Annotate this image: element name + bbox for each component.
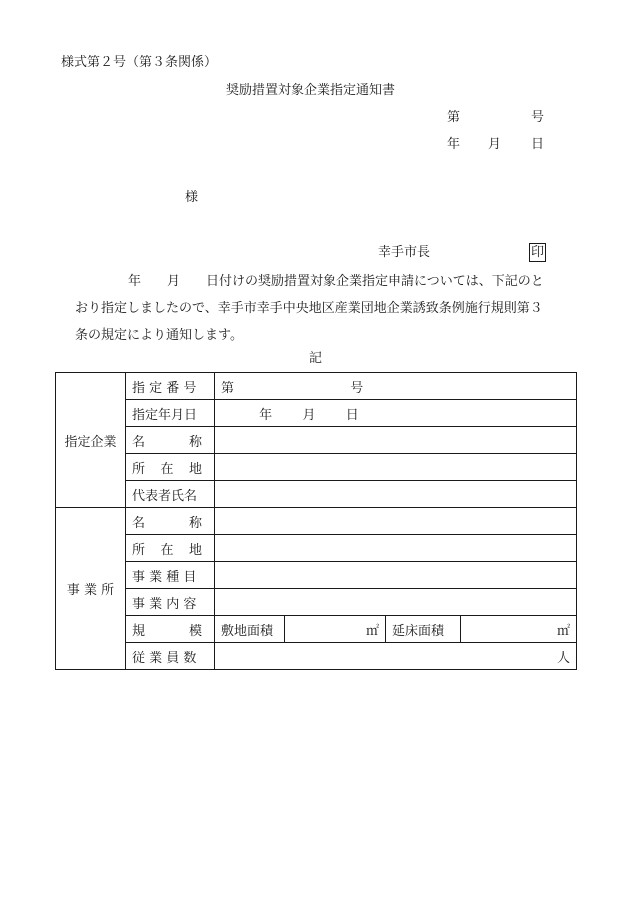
field-business-type[interactable] bbox=[215, 562, 577, 589]
designation-table bbox=[55, 372, 577, 670]
label-char: 所 bbox=[132, 542, 146, 558]
field-business-content[interactable] bbox=[215, 589, 577, 616]
label-char: 地 bbox=[188, 542, 202, 558]
label-char: 名 bbox=[132, 434, 146, 450]
unit-sqm: ㎡ bbox=[365, 623, 379, 639]
field-designation-number[interactable] bbox=[215, 373, 577, 400]
label-scale bbox=[126, 616, 215, 643]
body-text bbox=[75, 268, 580, 349]
field-company-name[interactable] bbox=[215, 427, 577, 454]
document-title: 奨励措置対象企業指定通知書 bbox=[226, 83, 396, 98]
label-char: 規 bbox=[132, 623, 146, 639]
table-row bbox=[56, 562, 577, 589]
body-line-1: 年 月 日付けの奨励措置対象企業指定申請については、下記のと bbox=[128, 274, 544, 289]
number-go: 号 bbox=[350, 380, 364, 396]
field-designation-date[interactable] bbox=[215, 400, 577, 427]
date-nen: 年 bbox=[259, 407, 273, 423]
form-label: 様式第２号（第３条関係） bbox=[61, 55, 218, 70]
table-row bbox=[56, 454, 577, 481]
label-company-address bbox=[126, 454, 215, 481]
label-office-address bbox=[126, 535, 215, 562]
field-company-address[interactable] bbox=[215, 454, 577, 481]
seal-mark: 印 bbox=[531, 245, 545, 260]
group-designated-company: 指定企業 bbox=[56, 373, 126, 508]
number-suffix: 号 bbox=[531, 110, 545, 125]
table-row bbox=[56, 373, 577, 400]
table-row bbox=[56, 427, 577, 454]
group-office: 事 業 所 bbox=[56, 508, 126, 670]
table-row bbox=[56, 508, 577, 535]
label-char: 称 bbox=[188, 434, 202, 450]
body-line-3: 条の規定により通知します。 bbox=[75, 328, 243, 343]
unit-sqm: ㎡ bbox=[556, 623, 570, 639]
field-employees[interactable] bbox=[215, 643, 577, 670]
table-row bbox=[56, 400, 577, 427]
addressee-honorific: 様 bbox=[185, 190, 199, 205]
table-row bbox=[56, 616, 577, 643]
body-line-2: おり指定しましたので、幸手市幸手中央地区産業団地企業誘致条例施行規則第３ bbox=[75, 301, 543, 316]
date-day: 日 bbox=[531, 137, 545, 152]
label-business-content: 事 業 内 容 bbox=[126, 589, 215, 616]
number-prefix: 第 bbox=[447, 110, 461, 125]
label-char: 在 bbox=[160, 461, 174, 477]
label-company-name bbox=[126, 427, 215, 454]
table-row bbox=[56, 481, 577, 508]
label-site-area: 敷地面積 bbox=[215, 616, 285, 643]
unit-persons: 人 bbox=[556, 650, 570, 666]
date-month: 月 bbox=[488, 137, 502, 152]
label-representative: 代表者氏名 bbox=[126, 481, 215, 508]
field-office-address[interactable] bbox=[215, 535, 577, 562]
field-representative[interactable] bbox=[215, 481, 577, 508]
table-row bbox=[56, 643, 577, 670]
label-designation-number: 指 定 番 号 bbox=[126, 373, 215, 400]
table-row bbox=[56, 589, 577, 616]
label-business-type: 事 業 種 目 bbox=[126, 562, 215, 589]
label-char: 在 bbox=[160, 542, 174, 558]
label-char: 名 bbox=[132, 515, 146, 531]
label-employees: 従 業 員 数 bbox=[126, 643, 215, 670]
table-row bbox=[56, 535, 577, 562]
ki-heading: 記 bbox=[309, 351, 323, 366]
date-year: 年 bbox=[447, 137, 461, 152]
field-site-area[interactable] bbox=[285, 616, 386, 643]
label-floor-area: 延床面積 bbox=[386, 616, 461, 643]
label-office-name bbox=[126, 508, 215, 535]
label-designation-date: 指定年月日 bbox=[126, 400, 215, 427]
issuer-title: 幸手市長 bbox=[378, 245, 431, 260]
field-floor-area[interactable] bbox=[461, 616, 577, 643]
label-char: 地 bbox=[188, 461, 202, 477]
field-office-name[interactable] bbox=[215, 508, 577, 535]
label-char: 模 bbox=[188, 623, 202, 639]
label-char: 称 bbox=[188, 515, 202, 531]
number-dai: 第 bbox=[221, 380, 235, 396]
date-hi: 日 bbox=[345, 407, 359, 423]
label-char: 所 bbox=[132, 461, 146, 477]
date-tsuki: 月 bbox=[302, 407, 316, 423]
